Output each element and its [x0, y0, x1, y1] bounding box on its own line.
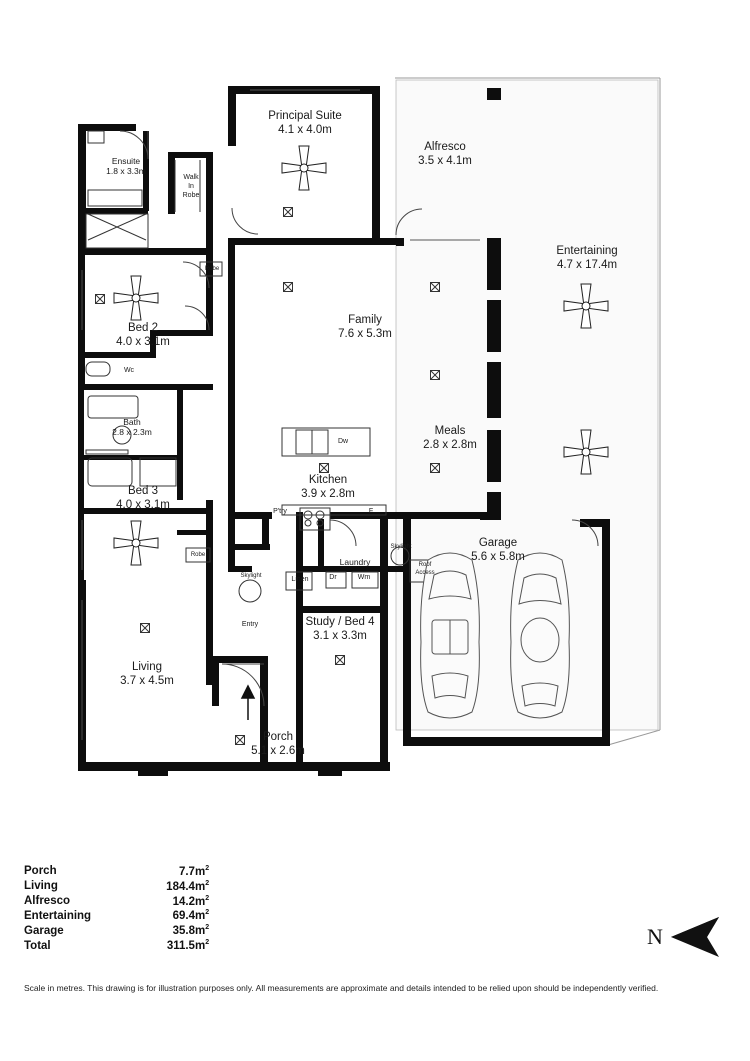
legend-value: $14.2m^2$ — [172, 894, 210, 908]
room-name: Living — [131, 661, 163, 673]
legend-label: Porch — [24, 865, 57, 878]
room-dims: 3.1 x 3.3m — [313, 629, 367, 642]
room-dims: 4.1 x 4.0m — [278, 123, 332, 136]
legend-label: Living — [24, 880, 58, 893]
label-robe-bottom: Robe — [190, 552, 206, 558]
label-robe-top: Robe — [204, 266, 220, 272]
room-name-3: Robe — [182, 191, 200, 199]
legend-row-total — [24, 938, 209, 953]
legend-label: Entertaining — [24, 909, 92, 922]
room-dims: 5.6 x 5.8m — [471, 550, 525, 563]
room-name: Meals — [434, 425, 466, 437]
label-roof-access: Roof Access — [415, 562, 435, 576]
room-name: Alfresco — [424, 141, 466, 153]
area-legend — [24, 864, 254, 953]
room-name: Entertaining — [556, 245, 618, 257]
label-linen: Linen — [291, 576, 309, 583]
room-name: Bath — [123, 417, 141, 427]
room-label-family — [300, 314, 430, 341]
legend-value: $311.5m^2$ — [166, 939, 210, 952]
room-name: Garage — [478, 537, 518, 549]
legend-value: $35.8m^2$ — [172, 924, 210, 938]
room-dims: 4.7 x 17.4m — [556, 258, 618, 271]
room-label-kitchen — [268, 474, 388, 501]
room-label-entertaining — [527, 245, 647, 272]
room-label-walk-in-robe — [168, 174, 214, 200]
room-label-porch — [222, 731, 334, 758]
room-label-principal-suite — [235, 110, 375, 137]
label-pantry: P'try — [273, 508, 287, 515]
room-name: Principal Suite — [268, 110, 342, 122]
room-label-bed-2 — [78, 322, 208, 349]
room-label-ensuite — [86, 156, 166, 176]
label-dishwasher: Dw — [337, 438, 349, 445]
room-name: Study / Bed 4 — [305, 616, 375, 628]
label-washing-machine: Wm — [357, 574, 371, 581]
room-dims: 4.0 x 3.1m — [116, 335, 170, 348]
room-label-study-bed-4 — [285, 616, 395, 643]
room-name-2: In — [188, 182, 194, 190]
room-name: Bed 3 — [127, 485, 159, 497]
north-arrow — [645, 912, 725, 962]
room-dims: 4.0 x 3.1m — [116, 498, 170, 511]
room-name: Ensuite — [111, 156, 141, 166]
label-wc: Wc — [123, 367, 135, 374]
room-dims: 3.5 x 4.1m — [418, 154, 472, 167]
room-dims: 2.8 x 2.8m — [423, 438, 477, 451]
room-label-bed-3 — [78, 485, 208, 512]
room-dims: 7.6 x 5.3m — [338, 327, 392, 340]
legend-label: Alfresco — [24, 895, 71, 908]
room-label-bath — [90, 417, 174, 437]
room-dims: 1.8 x 3.3m — [106, 166, 146, 177]
room-dims: 3.9 x 2.8m — [301, 487, 355, 500]
north-letter: N — [647, 924, 663, 949]
room-name: Porch — [262, 731, 294, 743]
room-dims: 2.8 x 2.3m — [112, 427, 152, 438]
legend-label: Total — [24, 939, 51, 952]
room-label-alfresco — [385, 141, 505, 168]
legend-row — [24, 894, 209, 909]
room-name: Family — [348, 314, 382, 326]
legend-value: $7.7m^2$ — [178, 865, 210, 878]
legend-row — [24, 923, 209, 938]
room-label-meals — [395, 425, 505, 452]
legend-value: $69.4m^2$ — [172, 909, 210, 923]
label-fridge: F — [368, 508, 374, 515]
legend-value: $184.4m^2$ — [166, 879, 210, 893]
room-dims: 5.1 x 2.6m — [251, 744, 305, 757]
legend-row — [24, 879, 209, 894]
room-label-living — [82, 661, 212, 688]
room-label-garage — [443, 537, 553, 564]
label-entry: Entry — [241, 621, 259, 628]
legend-label: Garage — [24, 924, 64, 937]
room-name: Bed 2 — [127, 322, 159, 334]
label-dryer: Dr — [329, 574, 337, 581]
room-name: Kitchen — [308, 474, 348, 486]
room-dims: 3.7 x 4.5m — [120, 674, 174, 687]
legend-row — [24, 908, 209, 923]
room-label-laundry — [322, 557, 388, 567]
legend-row — [24, 864, 209, 879]
room-name: Walk — [183, 174, 199, 181]
room-name: Laundry — [339, 557, 371, 567]
label-skylight-right: Skylight — [390, 544, 412, 550]
disclaimer-text: Scale in metres. This drawing is for illustration purposes only. All measurements are approximate and details intended to be relied upon should be independently verified. — [24, 983, 659, 993]
label-skylight-left: Skylight — [240, 573, 262, 579]
